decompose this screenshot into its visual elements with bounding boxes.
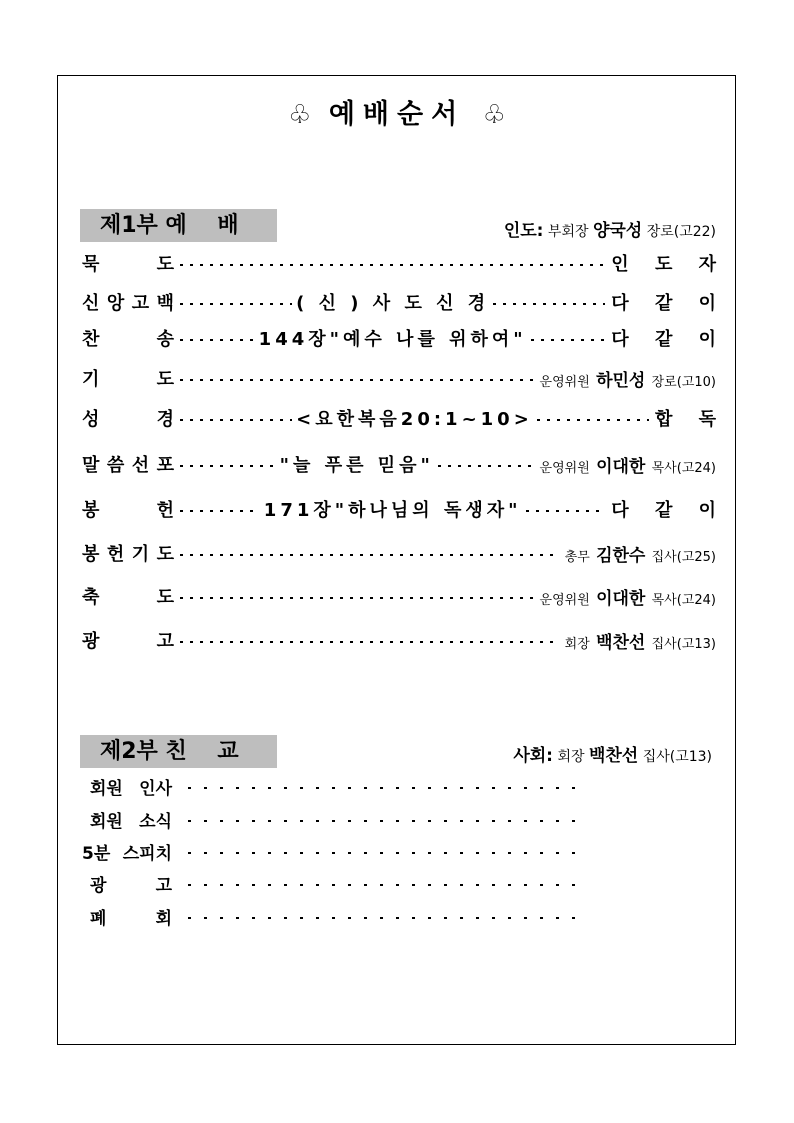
label-char: 헌 — [106, 544, 125, 565]
fellowship-item-label — [82, 774, 172, 799]
dot-leader — [188, 917, 588, 919]
label-word: 회 — [155, 908, 172, 929]
dot-leader — [180, 379, 534, 381]
person-title: 집사(고25) — [651, 549, 716, 565]
dot-leader — [180, 264, 605, 266]
label-char: 앙 — [106, 293, 125, 314]
label-char: 광 — [82, 631, 100, 652]
label-char: 기 — [131, 544, 150, 565]
host-label: 사회: — [513, 746, 553, 766]
person-name: 이대한 — [596, 588, 646, 609]
label-char: 말 — [82, 455, 100, 476]
dot-leader — [180, 339, 255, 341]
program-item-responsible: 다 같 이 — [611, 329, 726, 350]
person-role: 운영위원 — [539, 592, 590, 608]
program-item-label — [82, 365, 174, 391]
leader-dots — [180, 451, 534, 477]
label-char: 씀 — [106, 455, 125, 476]
leader-label: 인도: — [503, 221, 544, 241]
label-char: 신 — [82, 293, 100, 314]
label-char: 묵 — [82, 254, 100, 275]
person-name: 김한수 — [596, 545, 646, 566]
label-word: 고 — [155, 875, 172, 896]
dot-leader — [180, 465, 276, 467]
club-outline-icon: ♧ — [482, 100, 506, 130]
section-heading-part2: 제2부 친 교 — [80, 735, 277, 768]
fellowship-item-label — [82, 904, 172, 929]
label-word: 스피치 — [122, 843, 172, 864]
leader-name: 양국성 — [592, 221, 643, 241]
label-word: 회원 — [90, 778, 123, 799]
dot-leader — [188, 787, 588, 789]
label-char: 고 — [156, 631, 174, 652]
program-item — [82, 538, 716, 568]
leader-dots — [180, 637, 559, 643]
person-name: 이대한 — [596, 456, 646, 477]
program-item-responsible — [565, 541, 716, 566]
label-char: 포 — [156, 455, 174, 476]
program-item-responsible: 합 독 — [654, 409, 726, 430]
leader-title: 장로(고22) — [646, 224, 716, 240]
dot-leader — [438, 465, 534, 467]
part2-host — [513, 741, 712, 766]
dot-leader — [188, 884, 588, 886]
label-char: 도 — [156, 544, 174, 565]
program-item-responsible — [540, 452, 716, 477]
person-title: 집사(고13) — [651, 636, 716, 652]
person-role: 운영위원 — [539, 374, 590, 390]
program-item-label — [82, 540, 174, 566]
leader-dots — [180, 325, 605, 351]
program-item-detail: ( 신 ) 사 도 신 경 — [296, 293, 490, 314]
dot-leader — [493, 303, 605, 305]
program-item — [82, 494, 726, 524]
program-item — [82, 581, 716, 611]
dot-leader — [188, 852, 588, 854]
person-title: 목사(고24) — [651, 460, 716, 476]
dot-leader — [180, 419, 292, 421]
fellowship-item — [82, 901, 588, 931]
label-char: 축 — [82, 587, 100, 608]
dot-leader — [180, 303, 292, 305]
program-item-responsible — [565, 628, 716, 653]
fellowship-item — [82, 804, 588, 834]
program-item-detail: "늘 푸른 믿음" — [279, 455, 434, 476]
label-char: 헌 — [156, 500, 174, 521]
club-outline-icon: ♧ — [288, 100, 312, 130]
label-word: 회원 — [90, 811, 123, 832]
person-role: 운영위원 — [539, 460, 590, 476]
label-char: 도 — [156, 587, 174, 608]
program-item — [82, 449, 716, 479]
label-word: 광 — [90, 875, 107, 896]
dot-leader — [180, 641, 559, 643]
label-char: 선 — [131, 455, 150, 476]
fellowship-item — [82, 771, 588, 801]
leader-dots — [180, 375, 534, 381]
program-item-label — [82, 451, 174, 477]
dot-leader — [188, 820, 588, 822]
leader-dots — [180, 593, 534, 599]
label-char: 도 — [156, 369, 174, 390]
leader-role: 부회장 — [547, 224, 589, 240]
leader-dots — [180, 550, 559, 556]
program-item-responsible: 다 같 이 — [611, 293, 726, 314]
program-item-responsible: 다 같 이 — [611, 500, 726, 521]
program-item-label — [82, 325, 174, 351]
program-item-label — [82, 405, 174, 431]
fellowship-item — [82, 868, 588, 898]
label-char: 고 — [131, 293, 150, 314]
person-title: 목사(고24) — [651, 592, 716, 608]
fellowship-item-label — [82, 871, 172, 896]
section-heading-part1: 제1부 예 배 — [80, 209, 277, 242]
page-title — [0, 92, 794, 131]
label-char: 경 — [156, 409, 174, 430]
dot-leader — [180, 510, 260, 512]
program-item-responsible: 인 도 자 — [611, 254, 726, 275]
leader-dots — [180, 260, 605, 266]
program-item-label — [82, 250, 174, 276]
program-item — [82, 403, 726, 433]
leader-dots — [180, 496, 605, 522]
label-char: 성 — [82, 409, 100, 430]
leader-dots — [180, 289, 605, 315]
label-char: 도 — [156, 254, 174, 275]
label-char: 봉 — [82, 500, 100, 521]
host-title: 집사(고13) — [642, 749, 712, 765]
person-name: 하민성 — [596, 370, 646, 391]
label-char: 찬 — [82, 329, 100, 350]
label-char: 백 — [156, 293, 174, 314]
leader-dots — [180, 405, 649, 431]
dot-leader — [180, 554, 559, 556]
program-item-responsible — [540, 366, 716, 391]
program-item-label — [82, 289, 174, 315]
program-item — [82, 287, 726, 317]
part1-leader — [504, 216, 716, 241]
program-item — [82, 363, 716, 393]
program-item-responsible — [540, 584, 716, 609]
person-role: 총무 — [564, 549, 590, 565]
program-item-label — [82, 627, 174, 653]
person-role: 회장 — [564, 636, 590, 652]
label-char: 송 — [156, 329, 174, 350]
label-word: 폐 — [90, 908, 107, 929]
fellowship-item — [82, 836, 588, 866]
program-item-detail: <요한복음20:1~10> — [296, 409, 533, 430]
label-word: 소식 — [139, 811, 172, 832]
program-item-detail: 171장"하나님의 독생자" — [263, 500, 522, 521]
label-word: 5분 — [82, 843, 111, 864]
program-item — [82, 323, 726, 353]
person-title: 장로(고10) — [651, 374, 716, 390]
program-item-detail: 144장"예수 나를 위하여" — [258, 329, 527, 350]
label-word: 인사 — [139, 778, 172, 799]
dot-leader — [537, 419, 649, 421]
fellowship-item-label — [82, 839, 172, 864]
host-role: 회장 — [557, 749, 585, 765]
program-item-label — [82, 583, 174, 609]
host-name: 백찬선 — [588, 746, 639, 766]
dot-leader — [180, 597, 534, 599]
program-item — [82, 248, 726, 278]
label-char: 봉 — [82, 544, 100, 565]
program-item-label — [82, 496, 174, 522]
fellowship-item-label — [82, 807, 172, 832]
title-text: 예배순서 — [328, 99, 466, 130]
dot-leader — [531, 339, 606, 341]
program-item — [82, 625, 716, 655]
dot-leader — [526, 510, 606, 512]
label-char: 기 — [82, 369, 100, 390]
person-name: 백찬선 — [596, 632, 646, 653]
